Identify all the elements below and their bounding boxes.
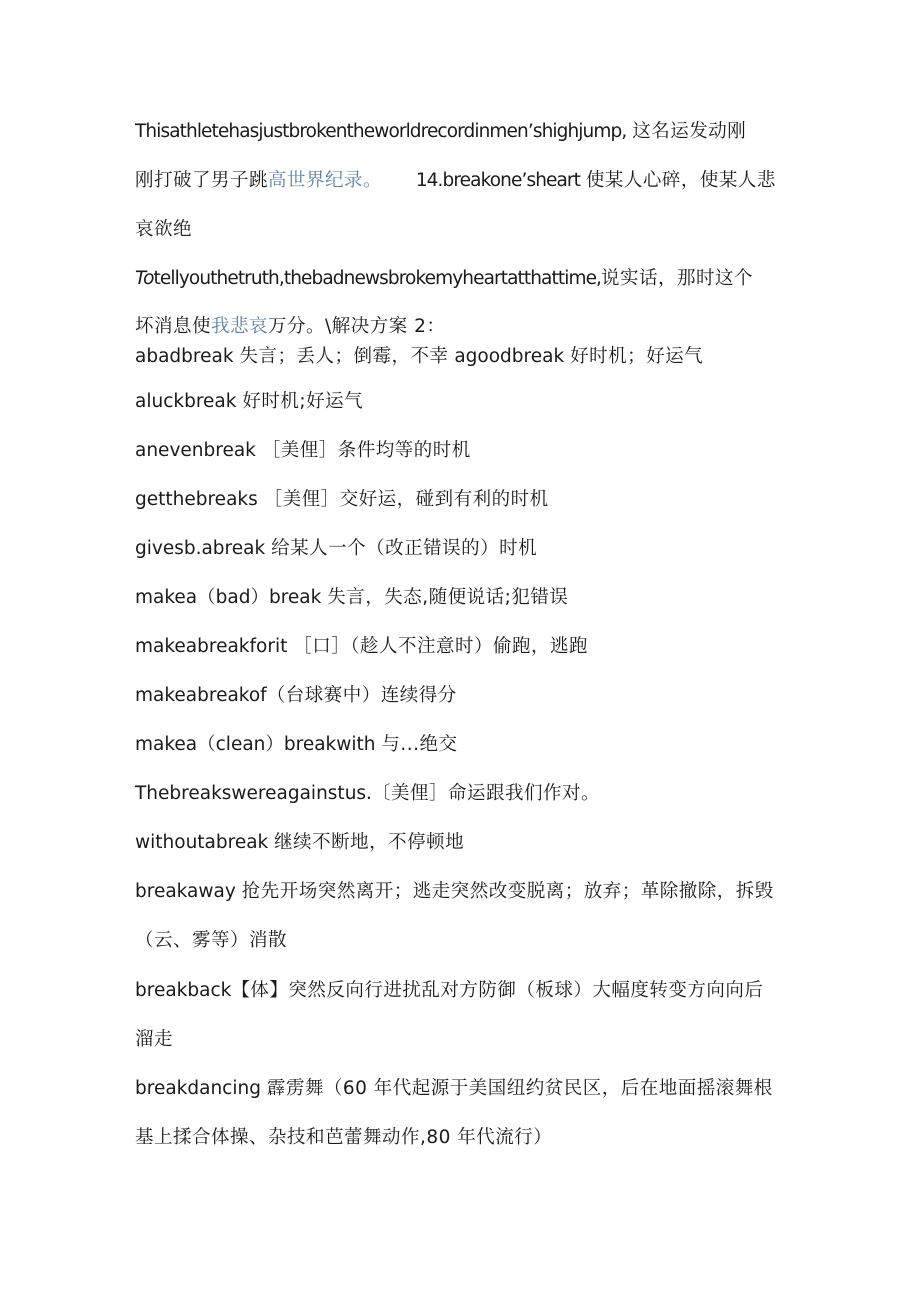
phrase-entry	[135, 438, 471, 464]
phrase-chinese: 给某人一个（改正错误的）时机	[271, 538, 538, 559]
highlighted-text: 高世界纪录。	[268, 170, 383, 191]
chinese-translation: 坏消息使	[135, 316, 212, 337]
phrase-chinese: ［美俚］条件均等的时机	[261, 440, 471, 461]
phrase-entry	[135, 536, 537, 562]
phrase-english: givesb.abreak	[135, 538, 266, 559]
phrase-chinese: 基上揉合体操、杂技和芭蕾舞动作,80 年代流行）	[135, 1127, 553, 1148]
phrase-entry	[135, 389, 363, 415]
phrase-chinese: ［美俚］交好运，碰到有利的时机	[263, 489, 549, 510]
text-line	[135, 314, 445, 340]
chinese-definition: 使某人心碎，使某人悲	[585, 170, 776, 191]
english-sentence: Thisathletehasjustbrokentheworldrecordinmen’shighjump,	[135, 121, 627, 142]
phrase-chinese: 失言，失态,随便说话;犯错误	[327, 587, 569, 608]
phrase-english: Thebreakswereagainstus.	[135, 783, 372, 804]
phrase-entry	[135, 585, 568, 611]
phrase-english: abadbreak	[135, 346, 234, 367]
phrase-entry	[135, 344, 703, 370]
phrase-entry-continuation	[135, 1027, 173, 1053]
english-sentence: tellyouthetruth,thebadnewsbrokemyheartatthattime,	[153, 268, 602, 289]
phrase-english: makea（bad）break	[135, 587, 322, 608]
phrase-entry	[135, 487, 549, 513]
text-line	[135, 217, 192, 243]
phrase-english: getthebreaks	[135, 489, 258, 510]
phrase-english: breakback	[135, 980, 232, 1001]
phrase-english: aluckbreak	[135, 391, 237, 412]
phrase-chinese: 抢先开场突然离开；逃走突然改变脱离；放弃；革除撤除，拆毁	[241, 881, 774, 902]
phrase-english: makeabreakof	[135, 685, 267, 706]
phrase-entry	[135, 634, 588, 660]
phrase-entry	[135, 978, 763, 1004]
entry-heading-break-ones-heart: 14.breakone’sheart	[415, 170, 580, 191]
chinese-definition: 哀欲绝	[135, 219, 193, 240]
phrase-chinese: 霹雳舞（60 年代起源于美国纽约贫民区，后在地面摇滚舞根	[266, 1078, 773, 1099]
phrase-entry	[135, 1076, 773, 1102]
phrase-chinese: （台球赛中）连续得分	[266, 685, 457, 706]
phrase-chinese: 继续不断地，不停顿地	[274, 832, 465, 853]
example-sentence-high-jump	[135, 119, 746, 145]
phrase-entry-continuation	[135, 1125, 552, 1151]
phrase-english: anevenbreak	[135, 440, 256, 461]
text-line	[135, 168, 776, 194]
phrase-chinese: 失言；丢人；倒霉，不幸	[239, 346, 449, 367]
phrase-english: agoodbreak	[454, 346, 565, 367]
phrase-chinese: 〔美俚］命运跟我们作对。	[371, 783, 600, 804]
sentence-first-word: To	[135, 268, 154, 289]
phrase-english: breakdancing	[135, 1078, 261, 1099]
highlighted-text: 我悲哀	[211, 316, 269, 337]
phrase-entry	[135, 683, 457, 709]
phrase-english: makeabreakforit	[135, 636, 288, 657]
phrase-chinese: 与...绝交	[381, 734, 458, 755]
phrase-chinese: 好时机；好运气	[570, 346, 704, 367]
phrase-english: withoutabreak	[135, 832, 269, 853]
phrase-entry	[135, 830, 464, 856]
chinese-translation: 刚打破了男子跳	[135, 170, 269, 191]
phrase-chinese: 【体】突然反向行进扰乱对方防御（板球）大幅度转变方向向后	[231, 980, 764, 1001]
phrase-chinese: 好时机;好运气	[242, 391, 364, 412]
example-sentence-bad-news	[135, 266, 753, 292]
chinese-translation: 这名运发动刚	[632, 121, 747, 142]
phrase-entry	[135, 732, 458, 758]
phrase-entry	[135, 781, 600, 807]
phrase-entry	[135, 879, 774, 905]
phrase-english: makea（clean）breakwith	[135, 734, 376, 755]
phrase-chinese: 溜走	[135, 1029, 174, 1050]
phrase-entry-continuation	[135, 928, 287, 954]
phrase-english: breakaway	[135, 881, 236, 902]
chinese-translation: 万分。\解决方案 2：	[268, 316, 446, 337]
phrase-chinese: ［口］（趁人不注意时）偷跑，逃跑	[293, 636, 588, 657]
phrase-chinese: （云、雾等）消散	[135, 930, 288, 951]
chinese-translation: 说实话，那时这个	[601, 268, 754, 289]
